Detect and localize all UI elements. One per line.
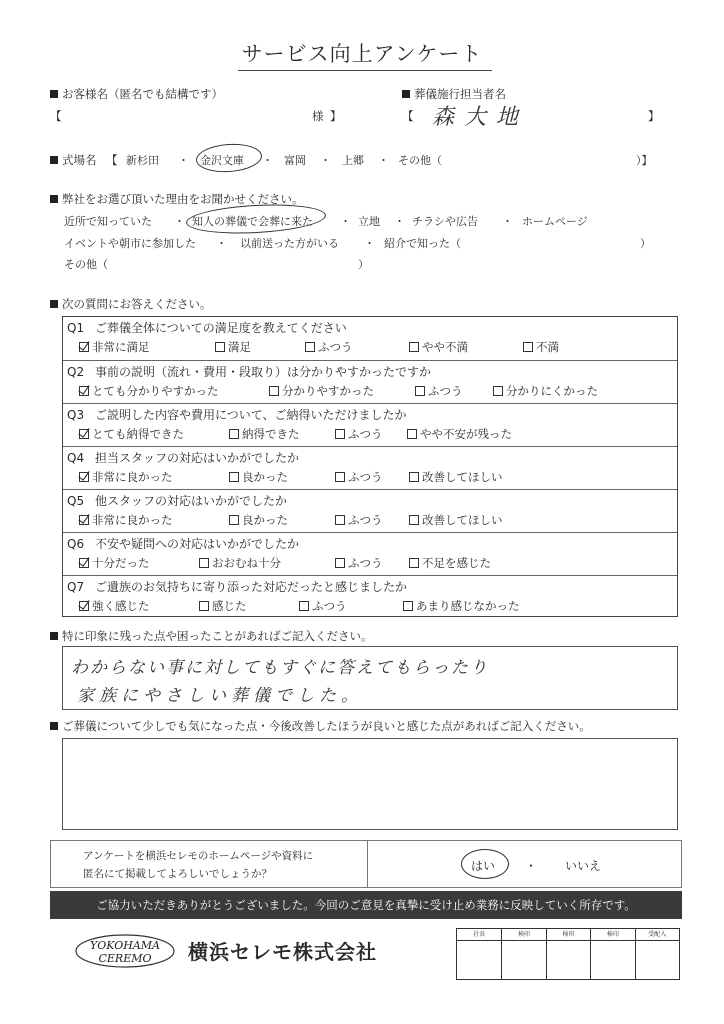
q7-option[interactable]: 強く感じた (79, 598, 150, 614)
staff-label: 葬儀施行担当者名 (402, 86, 506, 102)
venue-bracket-open: 【 (106, 153, 118, 167)
q6-option[interactable]: ふつう (335, 555, 383, 571)
consent-divider (367, 841, 368, 887)
checkbox-icon[interactable] (229, 515, 239, 525)
reason-label: 弊社をお選び頂いた理由をお聞かせください。 (50, 191, 304, 207)
question-text: ご説明した内容や費用について、ご納得いただけましたか (95, 408, 407, 422)
stamp-header: 社長 (457, 929, 501, 941)
question-row-q1 (63, 317, 677, 360)
stamp-cell[interactable] (590, 941, 634, 979)
consent-box (50, 840, 682, 888)
checkbox-checked-icon[interactable] (79, 558, 89, 568)
consent-text-line2: 匿名にて掲載してよろしいでしょうか？ (83, 868, 272, 880)
consent-yes-circle-mark (461, 849, 509, 879)
checkbox-icon[interactable] (403, 601, 413, 611)
question-text: 他スタッフの対応はいかがでしたか (95, 494, 288, 508)
stamp-header: 受配入 (635, 929, 679, 941)
q1-option[interactable]: やや不満 (409, 339, 468, 355)
venue-sep: ・ (262, 154, 273, 167)
reason-option-location[interactable]: 立地 (358, 215, 380, 228)
footer-message: ご協力いただきありがとうございました。今回のご意見を真摯に受け止め業務に反映していく所存です。 (50, 891, 682, 919)
question-number: Q1 (67, 321, 85, 335)
reason-sep: ・ (340, 215, 351, 228)
checkbox-checked-icon[interactable] (79, 342, 89, 352)
questions-table (62, 316, 678, 617)
reason-option-homepage[interactable]: ホームページ (522, 215, 588, 228)
stamp-header: 検印 (590, 929, 634, 941)
checkbox-icon[interactable] (335, 429, 345, 439)
checkbox-icon[interactable] (409, 342, 419, 352)
checkbox-icon[interactable] (199, 601, 209, 611)
consent-sep: ・ (525, 859, 538, 873)
checkbox-icon[interactable] (409, 472, 419, 482)
question-row-q2 (63, 360, 677, 403)
q1-option[interactable]: ふつう (305, 339, 353, 355)
reason-sep: ・ (502, 215, 513, 228)
q4-option[interactable]: 改善してほしい (409, 469, 503, 485)
title-underline (238, 70, 492, 71)
checkbox-icon[interactable] (493, 386, 503, 396)
customer-bracket-close: 】 (330, 109, 342, 123)
checkbox-checked-icon[interactable] (79, 515, 89, 525)
checkbox-icon[interactable] (409, 558, 419, 568)
q4-option[interactable]: 良かった (229, 469, 288, 485)
q4-option[interactable]: ふつう (335, 469, 383, 485)
customer-label: お客様名（匿名でも結構です） (50, 86, 223, 102)
stamp-cell[interactable] (457, 941, 501, 979)
question-text: ご葬儀全体についての満足度を教えてください (95, 321, 347, 335)
customer-name-field[interactable] (66, 104, 306, 126)
q6-option[interactable]: おおむね十分 (199, 555, 281, 571)
checkbox-icon[interactable] (335, 558, 345, 568)
consent-yes[interactable]: はい (471, 859, 496, 873)
staff-bracket-open: 【 (402, 109, 414, 123)
checkbox-checked-icon[interactable] (79, 429, 89, 439)
venue-option-kamigo[interactable]: 上郷 (342, 154, 364, 167)
question-number: Q7 (67, 580, 85, 594)
q3-option[interactable]: ふつう (335, 426, 383, 442)
stamp-header: 検印 (546, 929, 590, 941)
question-number: Q2 (67, 365, 85, 379)
checkbox-checked-icon[interactable] (79, 601, 89, 611)
venue-label: 式場名 (50, 152, 97, 168)
reason-option-acquaintance-funeral[interactable]: 知人の葬儀で会葬に来た (192, 215, 313, 228)
checkbox-icon[interactable] (229, 429, 239, 439)
company-name: 横浜セレモ株式会社 (188, 940, 377, 964)
bullet-square-icon (50, 195, 58, 203)
q5-option[interactable]: 改善してほしい (409, 512, 503, 528)
stamp-cell[interactable] (635, 941, 679, 979)
venue-circle-mark (195, 142, 263, 175)
reason-sep: ・ (394, 215, 405, 228)
reason-sep: ・ (364, 237, 375, 250)
checkbox-icon[interactable] (199, 558, 209, 568)
question-row-q7 (63, 575, 677, 618)
improvement-box[interactable] (62, 738, 678, 830)
stamp-cell[interactable] (501, 941, 545, 979)
logo-text-bottom: CEREMO (98, 952, 152, 965)
q7-option[interactable]: ふつう (299, 598, 347, 614)
checkbox-icon[interactable] (409, 515, 419, 525)
q3-option[interactable]: とても納得できた (79, 426, 184, 442)
stamp-table (456, 928, 680, 980)
impression-line1-handwritten: わからない事に対してもすぐに答えてもらったり (71, 658, 489, 678)
question-number: Q3 (67, 408, 85, 422)
bullet-square-icon (50, 632, 58, 640)
q1-option[interactable]: 不満 (523, 339, 559, 355)
reason-bracket-close: ） (640, 237, 651, 250)
bullet-square-icon (50, 90, 58, 98)
reason-option-flyer[interactable]: チラシや広告 (412, 215, 478, 228)
improvement-label: ご葬儀について少しでも気になった点・今後改善したほうが良いと感じた点があればご記入ください。 (50, 718, 591, 734)
checkbox-icon[interactable] (407, 429, 417, 439)
venue-option-shinsugita[interactable]: 新杉田 (126, 154, 159, 167)
logo-emblem-icon (74, 932, 176, 970)
reason-option-sent-before[interactable]: 以前送った方がいる (240, 237, 339, 250)
question-row-q3 (63, 403, 677, 446)
checkbox-icon[interactable] (335, 515, 345, 525)
checkbox-icon[interactable] (305, 342, 315, 352)
customer-bracket-open: 【 (50, 109, 62, 123)
q2-option[interactable]: ふつう (415, 383, 463, 399)
q1-option[interactable]: 非常に満足 (79, 339, 150, 355)
reason-option-event[interactable]: イベントや朝市に参加した (64, 237, 196, 250)
q4-option[interactable]: 非常に良かった (79, 469, 173, 485)
checkbox-icon[interactable] (335, 472, 345, 482)
stamp-header: 検印 (501, 929, 545, 941)
q2-option[interactable]: 分かりやすかった (269, 383, 374, 399)
reason-option-other[interactable]: その他（ (64, 258, 108, 271)
questions-label: 次の質問にお答えください。 (50, 296, 212, 312)
checkbox-icon[interactable] (269, 386, 279, 396)
customer-sama: 様 (312, 109, 324, 123)
question-text: ご遺族のお気持ちに寄り添った対応だったと感じましたか (95, 580, 408, 594)
q7-option[interactable]: 感じた (199, 598, 247, 614)
question-row-q4 (63, 446, 677, 489)
question-text: 担当スタッフの対応はいかがでしたか (95, 451, 300, 465)
question-number: Q4 (67, 451, 85, 465)
impression-line2-handwritten: 家族にやさしい葬儀でした。 (77, 686, 363, 706)
question-text: 不安や疑問への対応はいかがでしたか (95, 537, 300, 551)
bullet-square-icon (50, 300, 58, 308)
q6-option[interactable]: 十分だった (79, 555, 150, 571)
consent-text-line1: アンケートを横浜セレモのホームページや資料に (83, 850, 314, 862)
question-row-q6 (63, 532, 677, 575)
checkbox-icon[interactable] (215, 342, 225, 352)
venue-sep: ・ (320, 154, 331, 167)
q6-option[interactable]: 不足を感じた (409, 555, 491, 571)
venue-option-other[interactable]: その他（ (398, 154, 442, 167)
q3-option[interactable]: やや不安が残った (407, 426, 512, 442)
consent-no[interactable]: いいえ (565, 859, 602, 873)
question-row-q5 (63, 489, 677, 532)
bullet-square-icon (50, 156, 58, 164)
reason-sep: ・ (216, 237, 227, 250)
q5-option[interactable]: 非常に良かった (79, 512, 173, 528)
reason-sep: ・ (174, 215, 185, 228)
venue-option-tomioka[interactable]: 富岡 (284, 154, 306, 167)
venue-option-kanazawabunko[interactable]: 金沢文庫 (200, 154, 244, 167)
question-number: Q6 (67, 537, 85, 551)
question-text: 事前の説明（流れ・費用・段取り）は分かりやすかったですか (95, 365, 432, 379)
checkbox-icon[interactable] (415, 386, 425, 396)
venue-bracket-close: ）】 (636, 154, 653, 167)
q3-option[interactable]: 納得できた (229, 426, 300, 442)
reason-option-referral[interactable]: 紹介で知った（ (384, 237, 461, 250)
checkbox-checked-icon[interactable] (79, 472, 89, 482)
reason-bracket-close: ） (358, 258, 369, 271)
checkbox-icon[interactable] (229, 472, 239, 482)
page-title: サービス向上アンケート (241, 42, 483, 66)
company-logo (74, 932, 176, 970)
q2-option[interactable]: 分かりにくかった (493, 383, 598, 399)
checkbox-icon[interactable] (523, 342, 533, 352)
venue-sep: ・ (178, 154, 189, 167)
q5-option[interactable]: 良かった (229, 512, 288, 528)
impression-box[interactable] (62, 646, 678, 710)
q1-option[interactable]: 満足 (215, 339, 251, 355)
checkbox-icon[interactable] (299, 601, 309, 611)
venue-sep: ・ (378, 154, 389, 167)
bullet-square-icon (50, 722, 58, 730)
stamp-cell[interactable] (546, 941, 590, 979)
q2-option[interactable]: とても分かりやすかった (79, 383, 219, 399)
bullet-square-icon (402, 90, 410, 98)
q7-option[interactable]: あまり感じなかった (403, 598, 520, 614)
question-number: Q5 (67, 494, 85, 508)
staff-bracket-close: 】 (648, 109, 660, 123)
logo-text-top: YOKOHAMA (90, 939, 160, 952)
staff-name-handwritten[interactable]: 森大地 (432, 105, 529, 130)
impression-label: 特に印象に残った点や困ったことがあればご記入ください。 (50, 628, 373, 644)
checkbox-checked-icon[interactable] (79, 386, 89, 396)
reason-option-neighborhood[interactable]: 近所で知っていた (64, 215, 152, 228)
q5-option[interactable]: ふつう (335, 512, 383, 528)
